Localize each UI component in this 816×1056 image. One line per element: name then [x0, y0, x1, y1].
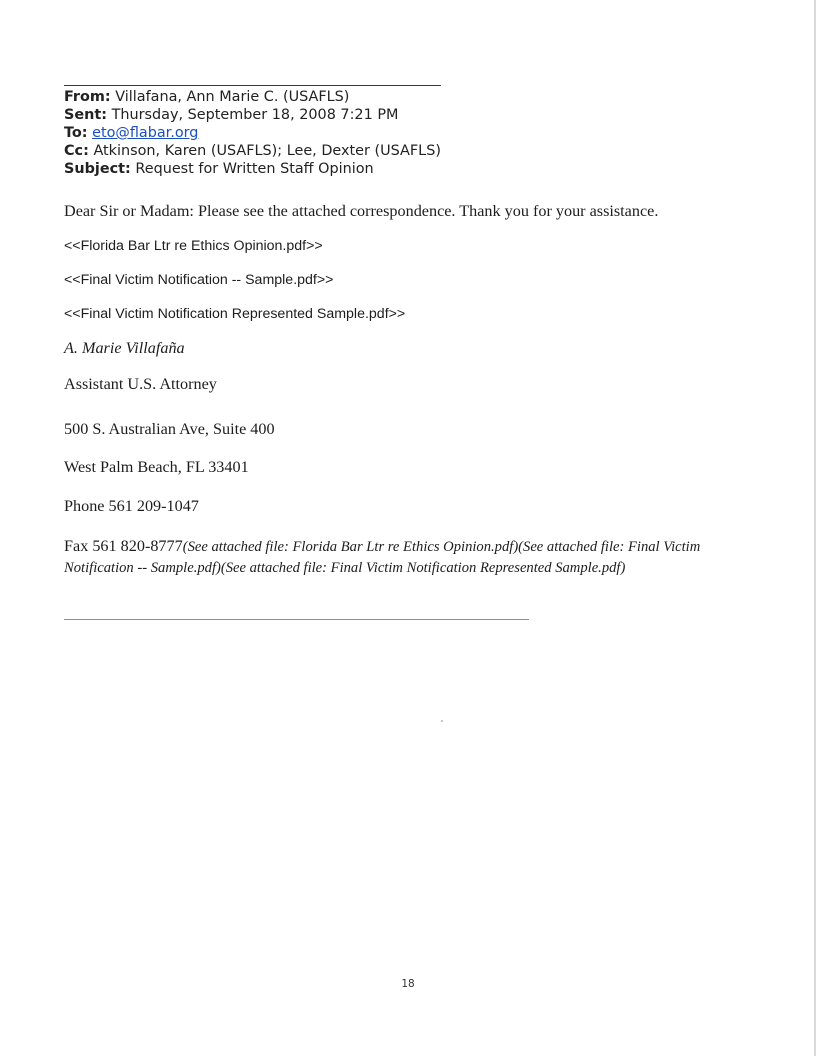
attachment-item[interactable]: <<Final Victim Notification Represented Sample.pdf>> — [64, 306, 406, 322]
to-row — [64, 124, 764, 142]
address-line-1: 500 S. Australian Ave, Suite 400 — [64, 420, 275, 438]
attached-files-note: (See attached file: Florida Bar Ltr re Ethics Opinion.pdf)(See attached file: Final Victim Notification -- Sample.pdf)(See attached file: Final Victim Notification Represented Sample.pdf) — [64, 539, 701, 576]
cc-label: Cc: — [64, 143, 89, 159]
sent-value: Thursday, September 18, 2008 7:21 PM — [111, 107, 399, 123]
fax-number: Fax 561 820-8777 — [64, 537, 183, 555]
page-number: 18 — [401, 978, 415, 990]
email-header — [64, 88, 764, 178]
sent-row — [64, 106, 764, 124]
attachment-item[interactable]: <<Final Victim Notification -- Sample.pdf>> — [64, 272, 334, 288]
from-value: Villafana, Ann Marie C. (USAFLS) — [115, 89, 350, 105]
header-divider — [64, 85, 441, 86]
fax-paragraph — [64, 536, 764, 578]
cc-value: Atkinson, Karen (USAFLS); Lee, Dexter (USAFLS) — [93, 143, 441, 159]
closing-divider — [64, 619, 529, 620]
cc-row — [64, 142, 764, 160]
signature-name: A. Marie Villafaña — [64, 339, 185, 357]
signature-title: Assistant U.S. Attorney — [64, 375, 217, 393]
phone-number: Phone 561 209-1047 — [64, 497, 199, 515]
to-label: To: — [64, 125, 88, 141]
attachment-item[interactable]: <<Florida Bar Ltr re Ethics Opinion.pdf>> — [64, 238, 323, 254]
address-line-2: West Palm Beach, FL 33401 — [64, 458, 249, 476]
to-email-link[interactable]: eto@flabar.org — [92, 125, 199, 141]
subject-label: Subject: — [64, 161, 131, 177]
subject-value: Request for Written Staff Opinion — [135, 161, 374, 177]
from-label: From: — [64, 89, 111, 105]
from-row — [64, 88, 764, 106]
subject-row — [64, 160, 764, 178]
greeting-text: Dear Sir or Madam: Please see the attached correspondence. Thank you for your assistance. — [64, 202, 659, 220]
scan-speck — [441, 720, 443, 722]
sent-label: Sent: — [64, 107, 108, 123]
